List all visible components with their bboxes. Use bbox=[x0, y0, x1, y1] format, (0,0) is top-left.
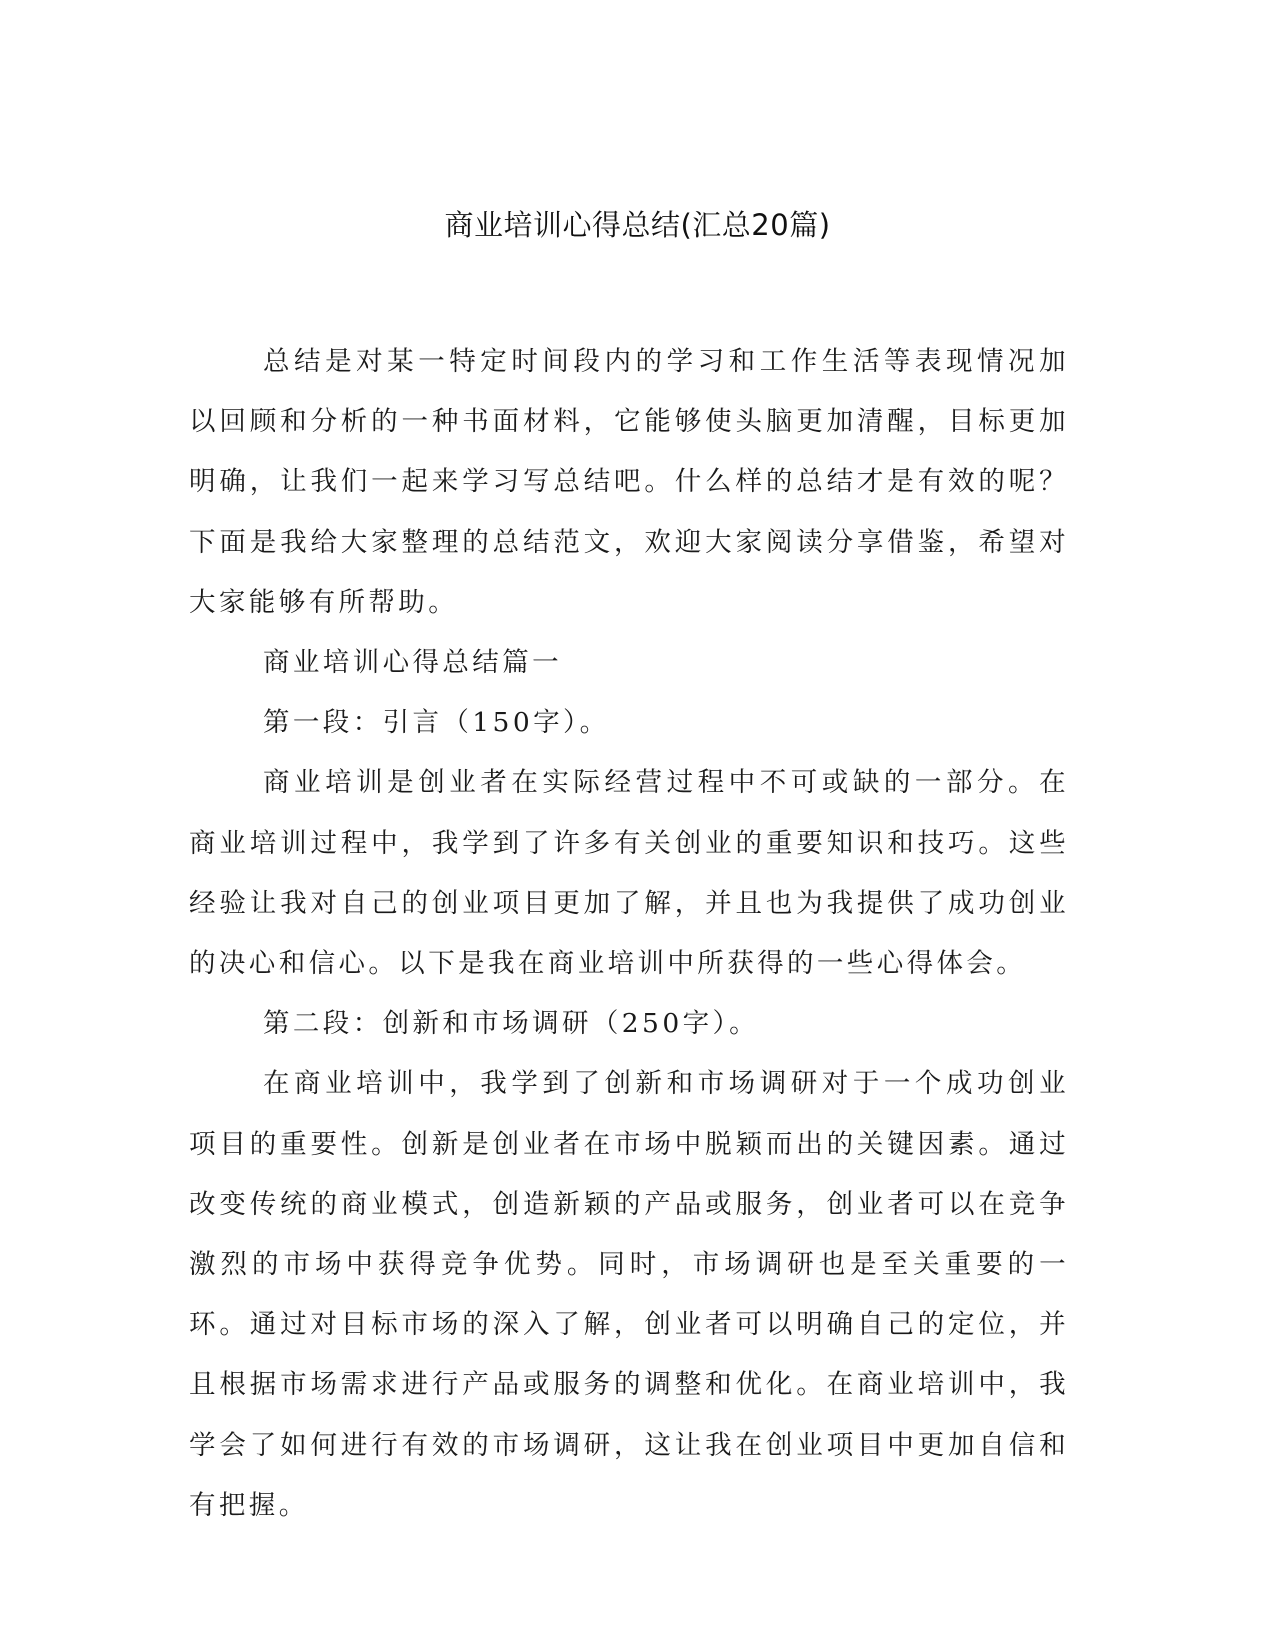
paragraph-two: 在商业培训中，我学到了创新和市场调研对于一个成功创业项目的重要性。创新是创业者在市场中脱颖而出的关键因素。通过改变传统的商业模式，创造新颖的产品或服务，创业者可以在竞争激烈的市场中获得竞争优势。同时，市场调研也是至关重要的一环。通过对目标市场的深入了解，创业者可以明确自己的定位，并且根据市场需求进行产品或服务的调整和优化。在商业培训中，我学会了如何进行有效的市场调研，这让我在创业项目中更加自信和有把握。 bbox=[189, 1068, 1069, 1521]
paragraph-heading-two: 第二段：创新和市场调研（250字）。 bbox=[263, 1008, 760, 1040]
section-heading-part-one: 商业培训心得总结篇一 bbox=[263, 647, 562, 679]
document-title: 商业培训心得总结(汇总20篇) bbox=[444, 208, 831, 242]
paragraph-one: 商业培训是创业者在实际经营过程中不可或缺的一部分。在商业培训过程中，我学到了许多有关创业的重要知识和技巧。这些经验让我对自己的创业项目更加了解，并且也为我提供了成功创业的决心和信心。以下是我在商业培训中所获得的一些心得体会。 bbox=[189, 767, 1069, 980]
document-body bbox=[189, 332, 1069, 1536]
intro-paragraph: 总结是对某一特定时间段内的学习和工作生活等表现情况加以回顾和分析的一种书面材料，它能够使头脑更加清醒，目标更加明确，让我们一起来学习写总结吧。什么样的总结才是有效的呢？下面是我给大家整理的总结范文，欢迎大家阅读分享借鉴，希望对大家能够有所帮助。 bbox=[189, 346, 1069, 618]
paragraph-heading-one: 第一段：引言（150字）。 bbox=[263, 707, 610, 739]
